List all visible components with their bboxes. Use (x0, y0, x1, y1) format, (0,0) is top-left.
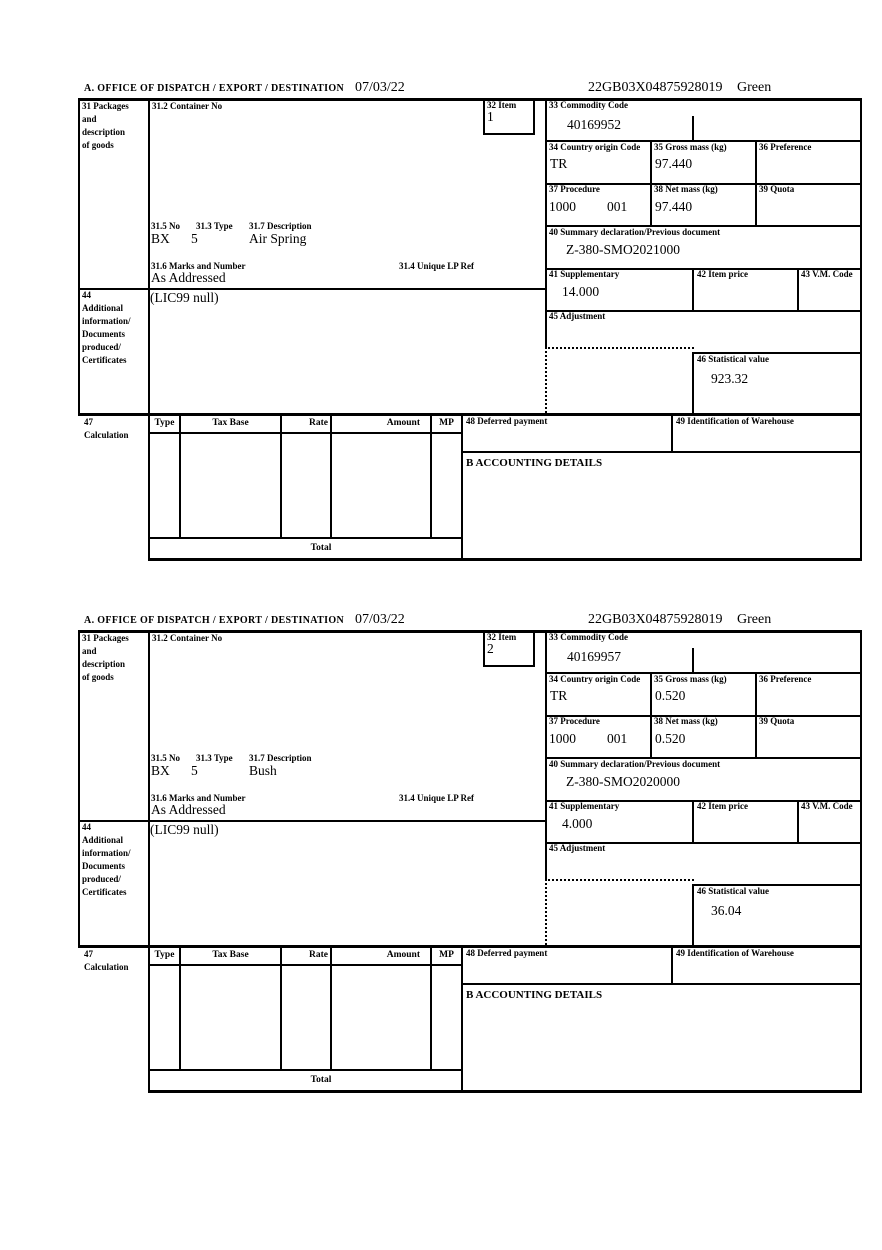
calculation-label: Calculation (84, 962, 129, 972)
box31-label: description (82, 127, 126, 137)
calc-col-amount: Amount (386, 418, 420, 428)
box44-label: 44 (82, 822, 91, 832)
grid-line (650, 140, 652, 225)
sad-continuation-form-item-2 (0, 612, 882, 1094)
box32-bottom-border (483, 133, 535, 135)
item-price-label: 42 Item price (697, 801, 748, 811)
gross-mass-label: 35 Gross mass (kg) (654, 142, 727, 152)
net-mass-label: 38 Net mass (kg) (654, 716, 718, 726)
box48-49-divider (671, 945, 673, 985)
vm-code-label: 43 V.M. Code (801, 801, 853, 811)
packages-no-label: 31.5 No (151, 753, 180, 763)
dispatch-date: 07/03/22 (355, 612, 405, 627)
calc-table-left (148, 413, 150, 560)
procedure-extra-value: 001 (607, 199, 628, 214)
marks-label: 31.6 Marks and Number (151, 793, 246, 803)
item-label: 32 Item (487, 100, 517, 110)
grid-line (430, 945, 432, 1070)
packages-type-label: 31.3 Type (196, 753, 233, 763)
dotted-rule (545, 879, 547, 945)
grid-line (430, 413, 432, 538)
country-origin-value: TR (550, 156, 568, 171)
box31-label: 31 Packages (82, 633, 129, 643)
supplementary-value: 14.000 (562, 284, 600, 299)
previous-document-value: Z-380-SMO2021000 (566, 242, 680, 257)
warehouse-id-label: 49 Identification of Warehouse (676, 416, 794, 426)
box32-right-border (533, 98, 535, 135)
grid-line (692, 800, 694, 842)
form-right-border (860, 98, 862, 561)
box44-label: 44 (82, 290, 91, 300)
grid-line (797, 800, 799, 842)
supplementary-label: 41 Supplementary (549, 269, 620, 279)
left-col-divider (148, 630, 150, 947)
calc-table-left (148, 945, 150, 1092)
grid-line (692, 268, 694, 310)
quota-label: 39 Quota (759, 716, 795, 726)
additional-info-value: (LIC99 null) (150, 822, 219, 837)
calc-col-mp: MP (439, 418, 454, 428)
procedure-value: 1000 (549, 199, 576, 214)
box44-label: information/ (82, 316, 131, 326)
box44-label: Additional (82, 303, 124, 313)
description-value: Air Spring (249, 231, 307, 246)
box48-49-divider (671, 413, 673, 453)
net-mass-value: 97.440 (655, 199, 693, 214)
movement-reference: 22GB03X04875928019 (588, 80, 723, 95)
calc-col-type: Type (154, 418, 175, 428)
box46-left-border (692, 884, 694, 945)
adjustment-label: 45 Adjustment (549, 843, 606, 853)
previous-document-value: Z-380-SMO2020000 (566, 774, 680, 789)
mid-right-divider (545, 98, 547, 347)
grid-line (280, 413, 282, 538)
grid-line (179, 945, 181, 1070)
marks-value: As Addressed (151, 802, 226, 817)
accounting-details-label: B ACCOUNTING DETAILS (466, 457, 603, 469)
unique-lp-ref-label: 31.4 Unique LP Ref (399, 261, 475, 271)
box44-label: Documents (82, 329, 125, 339)
item-number-value: 1 (487, 109, 494, 124)
form-left-border (78, 98, 80, 415)
box31-label: of goods (82, 672, 114, 682)
preference-label: 36 Preference (759, 674, 812, 684)
box44-label: Certificates (82, 887, 127, 897)
commodity-code-label: 33 Commodity Code (549, 632, 628, 642)
unique-lp-ref-label: 31.4 Unique LP Ref (399, 793, 475, 803)
packages-type-value: 5 (191, 231, 198, 246)
deferred-payment-label: 48 Deferred payment (466, 948, 548, 958)
calc-header-rule (148, 964, 463, 966)
dotted-rule (545, 347, 547, 413)
calc-body-rule (148, 1069, 463, 1071)
statistical-value-label: 46 Statistical value (697, 354, 769, 364)
office-heading: A. OFFICE OF DISPATCH / EXPORT / DESTINATION (84, 615, 345, 626)
country-origin-label: 34 Country origin Code (549, 142, 641, 152)
calculation-label: Calculation (84, 430, 129, 440)
calc-table-right (461, 945, 463, 1092)
country-origin-value: TR (550, 688, 568, 703)
calc-total-label: Total (310, 1075, 332, 1085)
box46-left-border (692, 352, 694, 413)
dotted-rule (545, 879, 694, 881)
box32-right-border (533, 630, 535, 667)
accounting-details-label: B ACCOUNTING DETAILS (466, 989, 603, 1001)
calc-col-tax-base: Tax Base (212, 418, 249, 428)
procedure-label: 37 Procedure (549, 716, 600, 726)
box31-label: 31 Packages (82, 101, 129, 111)
packages-type-value: 5 (191, 763, 198, 778)
box32-bottom-border (483, 665, 535, 667)
box44-label: Certificates (82, 355, 127, 365)
form-bottom-border (148, 558, 862, 561)
net-mass-label: 38 Net mass (kg) (654, 184, 718, 194)
item-price-label: 42 Item price (697, 269, 748, 279)
mid-right-divider (545, 630, 547, 879)
commodity-code-label: 33 Commodity Code (549, 100, 628, 110)
grid-line (179, 413, 181, 538)
calculation-label: 47 (84, 417, 93, 427)
box48-bottom-border (461, 983, 862, 985)
marks-label: 31.6 Marks and Number (151, 261, 246, 271)
calc-col-rate: Rate (309, 950, 328, 960)
form-left-border (78, 630, 80, 947)
box44-label: produced/ (82, 342, 121, 352)
calculation-label: 47 (84, 949, 93, 959)
statistical-value: 36.04 (711, 903, 742, 918)
box31-label: of goods (82, 140, 114, 150)
sad-continuation-form-item-1 (0, 80, 882, 562)
office-heading: A. OFFICE OF DISPATCH / EXPORT / DESTINATION (84, 83, 345, 94)
calc-col-rate: Rate (309, 418, 328, 428)
movement-reference: 22GB03X04875928019 (588, 612, 723, 627)
vm-code-label: 43 V.M. Code (801, 269, 853, 279)
commodity-code-value: 40169957 (567, 649, 621, 664)
gross-mass-label: 35 Gross mass (kg) (654, 674, 727, 684)
container-no-label: 31.2 Container No (152, 633, 223, 643)
grid-line (755, 672, 757, 757)
grid-line (330, 945, 332, 1070)
dotted-rule (545, 347, 694, 349)
supplementary-label: 41 Supplementary (549, 801, 620, 811)
box44-label: information/ (82, 848, 131, 858)
description-label: 31.7 Description (249, 221, 312, 231)
box44-label: Additional (82, 835, 124, 845)
container-no-label: 31.2 Container No (152, 101, 223, 111)
procedure-label: 37 Procedure (549, 184, 600, 194)
calc-col-amount: Amount (386, 950, 420, 960)
grid-line (650, 672, 652, 757)
box48-bottom-border (461, 451, 862, 453)
box32-left-border (483, 630, 485, 667)
routing-channel: Green (737, 80, 772, 95)
adjustment-label: 45 Adjustment (549, 311, 606, 321)
calc-table-right (461, 413, 463, 560)
box33-inner-divider (692, 648, 694, 672)
box44-label: Documents (82, 861, 125, 871)
item-label: 32 Item (487, 632, 517, 642)
statistical-value: 923.32 (711, 371, 749, 386)
form-right-border (860, 630, 862, 1093)
description-label: 31.7 Description (249, 753, 312, 763)
grid-line (797, 268, 799, 310)
calc-total-label: Total (310, 543, 332, 553)
country-origin-label: 34 Country origin Code (549, 674, 641, 684)
box33-inner-divider (692, 116, 694, 140)
box44-label: produced/ (82, 874, 121, 884)
gross-mass-value: 0.520 (655, 688, 686, 703)
grid-line (280, 945, 282, 1070)
box31-label: description (82, 659, 126, 669)
additional-info-value: (LIC99 null) (150, 290, 219, 305)
procedure-extra-value: 001 (607, 731, 628, 746)
previous-document-label: 40 Summary declaration/Previous document (549, 759, 721, 769)
net-mass-value: 0.520 (655, 731, 686, 746)
routing-channel: Green (737, 612, 772, 627)
calc-header-rule (148, 432, 463, 434)
statistical-value-label: 46 Statistical value (697, 886, 769, 896)
quota-label: 39 Quota (759, 184, 795, 194)
calc-body-rule (148, 537, 463, 539)
deferred-payment-label: 48 Deferred payment (466, 416, 548, 426)
dispatch-date: 07/03/22 (355, 80, 405, 95)
grid-line (755, 140, 757, 225)
packages-no-label: 31.5 No (151, 221, 180, 231)
calc-col-mp: MP (439, 950, 454, 960)
box32-left-border (483, 98, 485, 135)
calc-col-tax-base: Tax Base (212, 950, 249, 960)
preference-label: 36 Preference (759, 142, 812, 152)
gross-mass-value: 97.440 (655, 156, 693, 171)
calc-col-type: Type (154, 950, 175, 960)
packages-no-value: BX (151, 231, 170, 246)
procedure-value: 1000 (549, 731, 576, 746)
box31-label: and (82, 114, 97, 124)
description-value: Bush (249, 763, 277, 778)
supplementary-value: 4.000 (562, 816, 593, 831)
commodity-code-value: 40169952 (567, 117, 621, 132)
box31-label: and (82, 646, 97, 656)
packages-type-label: 31.3 Type (196, 221, 233, 231)
left-col-divider (148, 98, 150, 415)
marks-value: As Addressed (151, 270, 226, 285)
form-bottom-border (148, 1090, 862, 1093)
item-number-value: 2 (487, 641, 494, 656)
packages-no-value: BX (151, 763, 170, 778)
grid-line (330, 413, 332, 538)
previous-document-label: 40 Summary declaration/Previous document (549, 227, 721, 237)
warehouse-id-label: 49 Identification of Warehouse (676, 948, 794, 958)
